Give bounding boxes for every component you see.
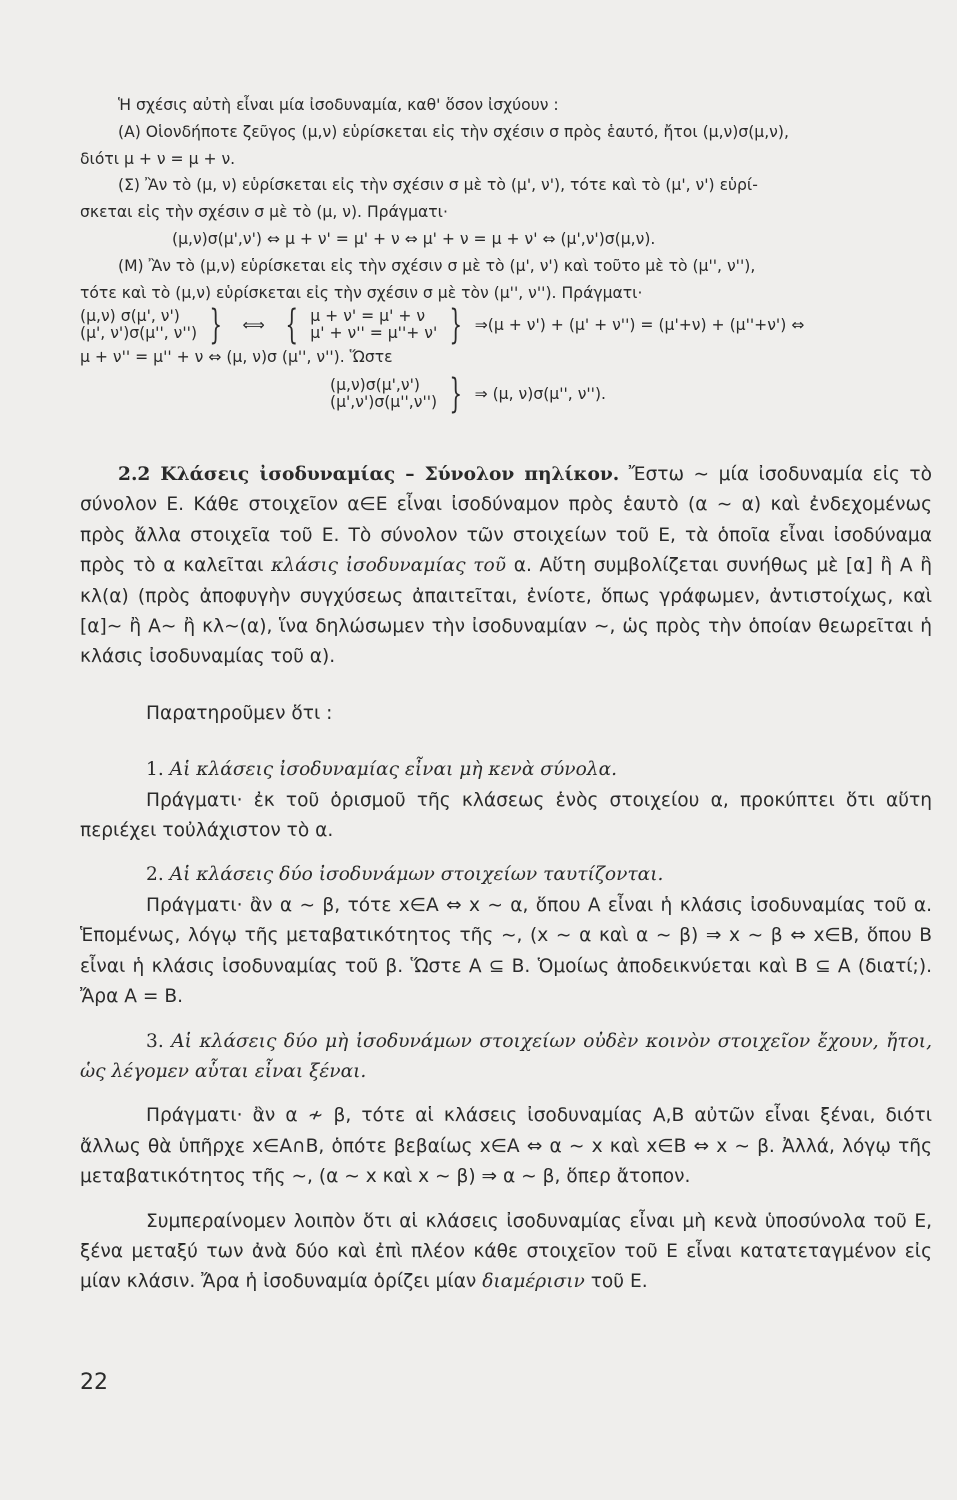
text-line: μ + ν'' = μ'' + ν ⇔ (μ, ν)σ (μ'', ν''). Ὥστε: [80, 348, 393, 367]
item-2-proof: Πράγματι· ἂν α ∼ β, τότε x∈A ⇔ x ∼ α, ὅπου Α εἶναι ἡ κλάσις ἰσοδυναμίας τοῦ α. Ἑπομένως, λόγῳ τῆς μεταβατικότητος τῆς ∼, (x ∼ α καὶ α ∼ β) ⇒ x ∼ β ⇔ x∈B, ὅπου Β εἶναι ἡ κλάσις ἰσοδυναμίας τοῦ β. Ὥστε Α ⊆ Β. Ὁμοίως ἀποδεικνύεται καὶ Β ⊆ Α (διατί;). Ἄρα Α = Β.: [80, 894, 932, 1008]
paragraph-text: α. Αὕτη συμβολίζεται συνήθως μὲ [α] ἢ Α ἢ κλ(α) (πρὸς ἀποφυγὴν συγχύσεως ἀπαιτεῖται, ἐνίοτε, ὅπως γράφωμεν, ἀντιστοίχως, καὶ [α]∼ ἢ Α∼ ἢ κλ∼(α), ἵνα δηλώσωμεν τὴν ἰσοδυναμίαν ∼, ὡς πρὸς τὴν ὁποίαν θεωρεῖται ἡ κλάσις ἰσοδυναμίας τοῦ α).: [80, 555, 932, 668]
iff-arrow: ⟺: [242, 315, 265, 334]
item-statement: Αἱ κλάσεις δύο μὴ ἰσοδυνάμων στοιχείων οὐδὲν κοινὸν στοιχεῖον ἔχουν, ἤτοι, ὡς λέγομεν αὗται εἶναι ξέναι.: [80, 1030, 932, 1082]
section-2-2: [80, 460, 932, 1298]
system-line: μ' + ν'' = μ''+ ν': [310, 324, 438, 343]
item-number: 3.: [146, 1030, 164, 1052]
system-conclusion: ⇒ (μ, ν)σ(μ'', ν'').: [474, 384, 607, 403]
system-conclusion: ⇒(μ + ν') + (μ' + ν'') = (μ'+ν) + (μ''+ν') ⇔: [474, 315, 805, 334]
item-1-proof: Πράγματι· ἐκ τοῦ ὁρισμοῦ τῆς κλάσεως ἑνὸς στοιχείου α, προκύπτει ὅτι αὕτη περιέχει τοὐλάχιστον τὸ α.: [80, 789, 932, 842]
text-line: σκεται εἰς τὴν σχέσιν σ μὲ τὸ (μ, ν). Πράγματι·: [80, 203, 448, 222]
text-line: (Σ) Ἂν τὸ (μ, ν) εὑρίσκεται εἰς τὴν σχέσιν σ μὲ τὸ (μ', ν'), τότε καὶ τὸ (μ', ν') εὑρί-: [118, 176, 758, 195]
text-line: Ἡ σχέσις αὐτὴ εἶναι μία ἰσοδυναμία, καθ' ὅσον ἰσχύουν :: [118, 96, 559, 114]
right-brace: }: [449, 371, 463, 418]
text-line: (Μ) Ἂν τὸ (μ,ν) εὑρίσκεται εἰς τὴν σχέσιν σ μὲ τὸ (μ', ν') καὶ τοῦτο μὲ τὸ (μ'', ν''),: [118, 256, 756, 275]
paragraph-text: τοῦ Ε.: [590, 1271, 648, 1293]
right-brace: }: [209, 302, 223, 349]
paragraph-text: Συμπεραίνομεν λοιπὸν ὅτι αἱ κλάσεις ἰσοδυναμίας εἶναι μὴ κενὰ ὑποσύνολα τοῦ Ε, ξένα μεταξύ των ἀνὰ δύο καὶ ἐπὶ πλέον κάθε στοιχεῖον τοῦ Ε εἶναι κατατεταγμένον εἰς μίαν κλάσιν. Ἄρα ἡ ἰσοδυναμία ὁρίζει μίαν: [80, 1210, 932, 1293]
item-number: 1.: [146, 759, 164, 781]
item-number: 2.: [146, 864, 164, 886]
item-statement: Αἱ κλάσεις ἰσοδυναμίας εἶναι μὴ κενὰ σύνολα.: [169, 759, 618, 781]
system-line: (μ,ν) σ(μ', ν'): [80, 307, 180, 326]
left-brace: {: [285, 302, 298, 349]
system-line: μ + ν' = μ' + ν: [310, 307, 426, 326]
paragraph-text: Ἔστω ∼ μία ἰσοδυναμία εἰς τὸ σύνολον Ε. Κάθε στοιχεῖον α∈Ε εἶναι ἰσοδύναμον πρὸς ἑαυτὸ (α ∼ α) καὶ ἐνδεχομένως πρὸς ἄλλα στοιχεῖα τοῦ Ε. Τὸ σύνολον τῶν στοιχείων τοῦ Ε, τὰ ὁποῖα εἶναι ἰσοδύναμα πρὸς τὸ α καλεῖται: [80, 464, 932, 577]
item-1-title: [80, 755, 932, 785]
conclusion-paragraph: [80, 1207, 932, 1298]
section-heading: 2.2 Κλάσεις ἰσοδυναμίας – Σύνολον πηλίκον.: [118, 464, 620, 485]
term-italic: διαμέρισιν: [482, 1271, 585, 1293]
system-line: (μ,ν)σ(μ',ν'): [330, 376, 420, 395]
text-line: τότε καὶ τὸ (μ,ν) εὑρίσκεται εἰς τὴν σχέσιν σ μὲ τὸν (μ'', ν''). Πράγματι·: [80, 283, 643, 302]
section-paragraph: [80, 460, 932, 673]
equation-line: (μ,ν)σ(μ',ν') ⇔ μ + ν' = μ' + ν ⇔ μ' + ν = μ + ν' ⇔ (μ',ν')σ(μ,ν).: [172, 229, 656, 248]
item-2-title: [80, 860, 932, 890]
item-3-title: [80, 1027, 932, 1088]
equation-system: [80, 302, 930, 349]
term-italic: κλάσις ἰσοδυναμίας τοῦ: [271, 555, 507, 577]
relation-properties-block: [80, 92, 930, 418]
text-line: διότι μ + ν = μ + ν.: [80, 149, 236, 168]
system-line: (μ',ν')σ(μ'',ν''): [330, 393, 438, 412]
page-number: 22: [80, 1370, 108, 1395]
item-statement: Αἱ κλάσεις δύο ἰσοδυνάμων στοιχείων ταυτίζονται.: [169, 864, 664, 886]
item-3-proof: Πράγματι· ἂν α ≁ β, τότε αἱ κλάσεις ἰσοδυναμίας Α,Β αὐτῶν εἶναι ξέναι, διότι ἄλλως θὰ ὑπῆρχε x∈A∩B, ὁπότε βεβαίως x∈A ⇔ α ∼ x καὶ x∈B ⇔ x ∼ β. Ἀλλά, λόγῳ τῆς μεταβατικότητος τῆς ∼, (α ∼ x καὶ x ∼ β) ⇒ α ∼ β, ὅπερ ἄτοπον.: [80, 1105, 932, 1188]
system-line: (μ', ν')σ(μ'', ν''): [80, 324, 198, 343]
observation-lead: Παρατηροῦμεν ὅτι :: [146, 702, 333, 724]
system-premises: [330, 377, 437, 411]
system-premises: [80, 308, 197, 342]
text-line: (Α) Οἱονδήποτε ζεῦγος (μ,ν) εὑρίσκεται εἰς τὴν σχέσιν σ πρὸς ἑαυτό, ἤτοι (μ,ν)σ(μ,ν),: [118, 122, 789, 141]
system-equations: [310, 308, 437, 342]
right-brace: }: [449, 302, 463, 349]
conclusion-system: [330, 371, 930, 418]
